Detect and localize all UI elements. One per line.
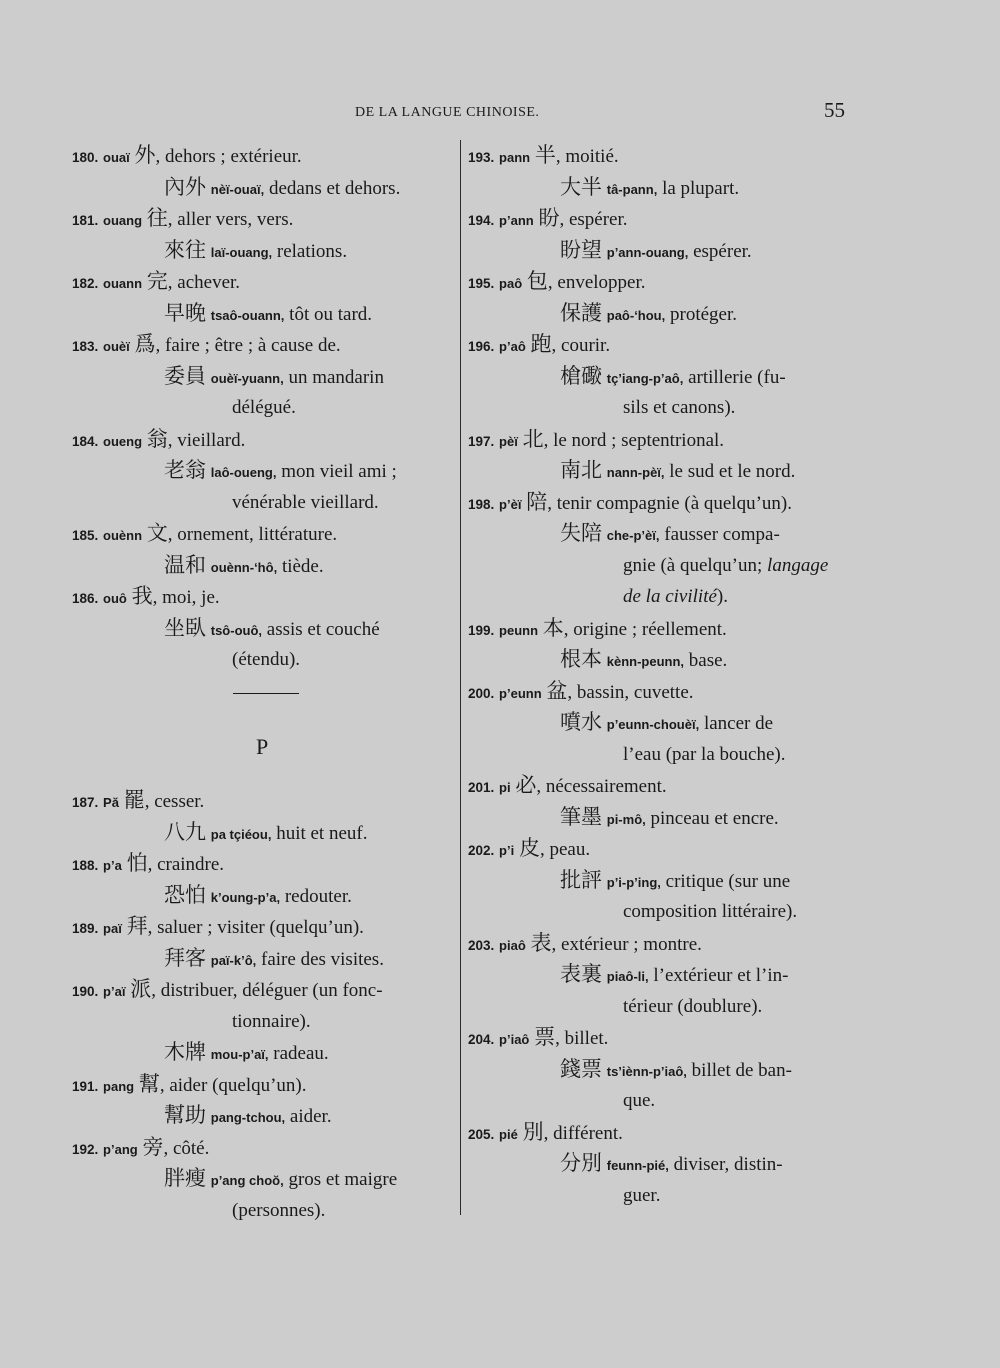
compound-entry <box>72 1037 452 1069</box>
romanization: ouènn-‘hô, <box>210 559 278 575</box>
definition-text: espérer. <box>688 240 752 262</box>
entry-number: 186. <box>72 591 99 606</box>
romanization: p’i-p’ing, <box>606 874 661 890</box>
chinese-compound: 分別 <box>560 1151 602 1175</box>
romanization: p’aï <box>103 984 126 999</box>
chinese-compound: 拜客 <box>164 945 206 970</box>
romanization: ouèï-yuann, <box>210 370 284 386</box>
chinese-compound: 來往 <box>164 237 206 262</box>
romanization: ouènn <box>103 528 143 543</box>
definition-text: , courir. <box>551 335 611 356</box>
definition-text: , saluer ; visiter (quelqu’un). <box>147 917 364 938</box>
romanization: peunn <box>499 622 539 638</box>
romanization: p’i <box>499 843 515 858</box>
romanization: pang-tchou, <box>210 1110 286 1125</box>
entry-number: 191. <box>72 1078 99 1094</box>
dictionary-entry <box>72 140 452 172</box>
entry-number: 183. <box>72 339 99 354</box>
dictionary-entry <box>468 1117 848 1149</box>
chinese-compound: 幫助 <box>164 1103 206 1127</box>
definition-text: dedans et dehors. <box>264 177 401 199</box>
chinese-character: 包 <box>526 269 548 293</box>
compound-entry <box>468 1148 848 1180</box>
definition-text: base. <box>684 650 728 671</box>
definition-text: sils et canons). <box>623 397 736 418</box>
romanization: p’ang choŏ, <box>210 1173 284 1188</box>
definition-text: critique (sur une <box>660 870 791 892</box>
dictionary-entry <box>468 676 848 708</box>
section-rule <box>233 693 299 694</box>
romanization: p’ang <box>103 1141 138 1157</box>
definition-text: l’eau (par la bouche). <box>623 743 786 765</box>
chinese-compound: 噴水 <box>560 710 602 734</box>
romanization: nèï-ouaï, <box>210 181 265 197</box>
compound-entry <box>468 518 848 550</box>
dictionary-entry <box>468 1022 848 1054</box>
definition-text: , espérer. <box>559 209 628 230</box>
entry-number: 182. <box>72 276 99 291</box>
compound-entry <box>468 644 848 676</box>
left-column-bottom <box>72 785 452 1226</box>
compound-entry <box>72 943 452 975</box>
definition-text: , origine ; réellement. <box>563 618 727 640</box>
compound-entry <box>468 455 848 487</box>
dictionary-entry <box>72 518 452 550</box>
romanization: tsaô-ouann, <box>210 307 285 323</box>
entry-number: 187. <box>72 795 99 810</box>
definition-text: lancer de <box>699 713 774 734</box>
romanization: nann-pèï, <box>606 465 665 480</box>
continuation-line <box>468 1180 848 1212</box>
chinese-character: 幫 <box>138 1071 160 1096</box>
dictionary-entry <box>72 203 452 235</box>
dictionary-entry <box>468 329 848 361</box>
romanization: pi-mô, <box>606 811 646 827</box>
dictionary-entry <box>72 785 452 817</box>
definition-text: faire des visites. <box>256 948 384 970</box>
definition-text: , dehors ; extérieur. <box>155 146 302 167</box>
romanization: p’a <box>103 858 122 873</box>
chinese-compound: 委員 <box>164 363 206 388</box>
chinese-character: 外 <box>134 143 156 167</box>
entry-number: 196. <box>468 339 495 354</box>
romanization: p’èï <box>499 496 522 512</box>
definition-text: , peau. <box>539 839 591 860</box>
dictionary-entry <box>72 329 452 361</box>
entry-number: 205. <box>468 1126 495 1142</box>
entry-number: 195. <box>468 276 495 291</box>
definition-tail: ). <box>716 586 728 607</box>
entry-number: 190. <box>72 984 99 999</box>
continuation-line <box>72 487 452 519</box>
chinese-compound: 表裏 <box>560 962 602 986</box>
compound-entry <box>72 817 452 849</box>
romanization: piaô <box>499 937 526 953</box>
definition-text: , nécessairement. <box>536 776 667 797</box>
romanization: ouann <box>103 276 143 291</box>
definition-text: pinceau et encre. <box>645 807 779 829</box>
definition-text: , différent. <box>543 1122 623 1144</box>
definition-text: , moi, je. <box>152 587 220 608</box>
romanization: tâ-pann, <box>606 181 658 197</box>
definition-text: térieur (doublure). <box>623 995 763 1017</box>
definition-text: , bassin, cuvette. <box>567 681 694 703</box>
chinese-compound: 根本 <box>560 647 602 671</box>
romanization: laô-oueng, <box>210 465 277 480</box>
entry-number: 180. <box>72 150 99 165</box>
chinese-compound: 失陪 <box>560 521 602 545</box>
chinese-compound: 批評 <box>560 867 602 892</box>
compound-entry <box>72 298 452 330</box>
continuation-line <box>468 991 848 1023</box>
chinese-character: 皮 <box>518 836 540 860</box>
chinese-compound: 大半 <box>560 174 602 199</box>
dictionary-entry <box>468 928 848 960</box>
chinese-compound: 胖瘦 <box>164 1166 206 1190</box>
definition-text: , le nord ; septentrional. <box>543 429 725 451</box>
definition-text: diviser, distin- <box>668 1154 783 1175</box>
chinese-compound: 八九 <box>164 819 206 844</box>
dictionary-entry <box>468 424 848 456</box>
chinese-character: 北 <box>522 426 544 451</box>
compound-entry <box>468 707 848 739</box>
entry-number: 188. <box>72 858 99 873</box>
definition-text: guer. <box>623 1184 661 1206</box>
entry-number: 200. <box>468 685 495 701</box>
chinese-character: 派 <box>130 977 152 1001</box>
definition-text: gros et maigre <box>283 1169 398 1190</box>
compound-entry <box>468 172 848 204</box>
italic-text: de la civilité <box>623 586 717 607</box>
chinese-character: 陪 <box>526 489 548 514</box>
definition-text: tiède. <box>277 555 324 577</box>
dictionary-entry <box>72 1132 452 1164</box>
compound-entry <box>72 550 452 582</box>
chinese-character: 半 <box>534 143 556 167</box>
compound-entry <box>72 1100 452 1132</box>
romanization: pi <box>499 780 511 795</box>
italic-text: langage <box>767 554 829 576</box>
definition-text: , craindre. <box>147 854 225 875</box>
compound-entry <box>72 172 452 204</box>
continuation-line <box>468 896 848 928</box>
page-number: 55 <box>824 98 845 122</box>
romanization: tsô-ouô, <box>210 622 263 638</box>
continuation-line <box>468 392 848 424</box>
chinese-character: 往 <box>146 206 168 230</box>
romanization: kènn-peunn, <box>606 654 685 669</box>
romanization: p’eunn <box>499 685 542 701</box>
definition-text: , extérieur ; montre. <box>551 933 702 955</box>
dictionary-entry <box>468 613 848 645</box>
definition-text: le sud et le nord. <box>664 461 796 482</box>
definition-text: , cesser. <box>144 791 205 812</box>
chinese-character: 必 <box>515 773 537 797</box>
continuation-line <box>72 1006 452 1038</box>
definition-text: délégué. <box>232 397 296 418</box>
chinese-character: 爲 <box>134 332 156 356</box>
chinese-character: 罷 <box>123 788 145 812</box>
right-column <box>468 140 848 1211</box>
dictionary-entry <box>72 974 452 1006</box>
page-header <box>0 98 1000 125</box>
romanization: che-p’èï, <box>606 528 660 543</box>
definition-text: aider. <box>285 1106 332 1127</box>
entry-number: 199. <box>468 622 495 638</box>
definition-text: , billet. <box>555 1028 609 1049</box>
chinese-character: 翁 <box>146 426 168 451</box>
definition-text: (personnes). <box>232 1199 326 1221</box>
romanization: pèï <box>499 433 518 449</box>
entry-number: 184. <box>72 433 99 449</box>
dictionary-entry <box>468 487 848 519</box>
compound-entry <box>468 865 848 897</box>
definition-text: un mandarin <box>283 366 384 388</box>
romanization: ouèï <box>103 339 130 354</box>
continuation-line <box>72 644 452 676</box>
chinese-character: 我 <box>131 584 153 608</box>
definition-text: , ornement, littérature. <box>167 524 338 545</box>
definition-text: fausser compa- <box>659 524 780 545</box>
definition-text: protéger. <box>665 303 738 325</box>
column-divider <box>460 140 461 1215</box>
compound-entry <box>468 1054 848 1086</box>
romanization: k’oung-p’a, <box>210 889 281 905</box>
definition-text: mon vieil ami ; <box>276 461 397 482</box>
compound-entry <box>72 361 452 393</box>
romanization: paï-k’ô, <box>210 952 257 968</box>
entry-number: 189. <box>72 921 99 936</box>
romanization: p’aô <box>499 339 526 354</box>
romanization: Pă <box>103 795 119 810</box>
definition-text: , aller vers, vers. <box>167 209 294 230</box>
continuation-line <box>468 550 848 582</box>
romanization: tç’iang-p’aô, <box>606 370 684 386</box>
definition-text: que. <box>623 1090 656 1111</box>
continuation-line <box>72 392 452 424</box>
chinese-character: 怕 <box>126 851 148 875</box>
compound-entry <box>72 613 452 645</box>
definition-text: tionnaire). <box>232 1010 311 1032</box>
entry-number: 181. <box>72 213 99 228</box>
chinese-character: 別 <box>522 1119 544 1144</box>
entry-number: 193. <box>468 150 495 165</box>
chinese-compound: 盼望 <box>560 237 602 262</box>
definition-text: , tenir compagnie (à quelqu’un). <box>547 492 792 514</box>
chinese-character: 文 <box>146 521 168 545</box>
chinese-compound: 南北 <box>560 458 602 482</box>
romanization: pa tçiéou, <box>210 826 272 842</box>
romanization: ouaï <box>103 150 130 165</box>
definition-text: gnie (à quelqu’un; <box>623 554 768 576</box>
romanization: p’ann-ouang, <box>606 244 689 260</box>
chinese-character: 票 <box>534 1025 556 1049</box>
dictionary-entry <box>72 266 452 298</box>
definition-text: , achever. <box>167 272 241 293</box>
left-column-top <box>72 140 452 676</box>
dictionary-entry <box>72 581 452 613</box>
chinese-character: 盼 <box>538 206 560 230</box>
entry-number: 194. <box>468 213 495 228</box>
romanization: p’eunn-chouèï, <box>606 717 700 732</box>
chinese-character: 完 <box>146 269 168 293</box>
chinese-compound: 老翁 <box>164 458 206 482</box>
romanization: p’ann <box>499 213 534 228</box>
romanization: ouang <box>103 213 143 228</box>
dictionary-entry <box>72 911 452 943</box>
chinese-character: 表 <box>530 930 552 955</box>
chinese-character: 跑 <box>530 332 552 356</box>
definition-text: , envelopper. <box>547 272 646 293</box>
continuation-line <box>468 581 848 613</box>
chinese-character: 本 <box>542 615 564 640</box>
definition-text: relations. <box>272 240 348 262</box>
chinese-compound: 坐臥 <box>164 615 206 640</box>
entry-number: 198. <box>468 496 495 512</box>
dictionary-entry <box>468 770 848 802</box>
romanization: laï-ouang, <box>210 244 273 260</box>
chinese-compound: 筆墨 <box>560 804 602 829</box>
dictionary-entry <box>72 848 452 880</box>
compound-entry <box>468 959 848 991</box>
continuation-line <box>468 1085 848 1117</box>
dictionary-entry <box>72 424 452 456</box>
romanization: pié <box>499 1126 518 1142</box>
dictionary-entry <box>468 833 848 865</box>
definition-text: , distribuer, déléguer (un fonc- <box>151 980 383 1001</box>
romanization: paô-‘hou, <box>606 307 666 323</box>
romanization: mou-p’aï, <box>210 1047 269 1062</box>
entry-number: 203. <box>468 937 495 953</box>
definition-text: redouter. <box>280 885 352 907</box>
definition-text: vénérable vieillard. <box>232 491 379 513</box>
entry-number: 185. <box>72 528 99 543</box>
dictionary-entry <box>468 203 848 235</box>
definition-text: , vieillard. <box>167 429 246 451</box>
entry-number: 204. <box>468 1032 495 1047</box>
section-letter: P <box>256 734 269 759</box>
compound-entry <box>72 1163 452 1195</box>
chinese-compound: 木牌 <box>164 1040 206 1064</box>
compound-entry <box>468 361 848 393</box>
chinese-compound: 保護 <box>560 300 602 325</box>
chinese-compound: 槍礮 <box>560 363 602 388</box>
entry-number: 197. <box>468 433 495 449</box>
definition-text: , faire ; être ; à cause de. <box>155 335 341 356</box>
compound-entry <box>72 235 452 267</box>
romanization: ouô <box>103 591 127 606</box>
chinese-character: 盆 <box>546 678 568 703</box>
entry-number: 202. <box>468 843 495 858</box>
definition-text: tôt ou tard. <box>284 303 373 325</box>
dictionary-entry <box>72 1069 452 1101</box>
compound-entry <box>468 802 848 834</box>
romanization: feunn-pié, <box>606 1158 669 1173</box>
chinese-character: 拜 <box>126 914 148 938</box>
definition-text: artillerie (fu- <box>683 366 786 388</box>
compound-entry <box>468 298 848 330</box>
romanization: pang <box>103 1078 135 1094</box>
romanization: pann <box>499 150 531 165</box>
chinese-character: 旁 <box>142 1134 164 1159</box>
romanization: paï <box>103 921 122 936</box>
definition-text: l’extérieur et l’in- <box>648 965 789 986</box>
chinese-compound: 早晚 <box>164 300 206 325</box>
romanization: piaô-li, <box>606 969 649 984</box>
romanization: ts’iènn-p’iaô, <box>606 1063 687 1079</box>
chinese-compound: 錢票 <box>560 1056 602 1081</box>
definition-text: , moitié. <box>555 146 619 167</box>
continuation-line <box>72 1195 452 1227</box>
continuation-line <box>468 739 848 771</box>
dictionary-entry <box>468 266 848 298</box>
romanization: oueng <box>103 433 143 449</box>
romanization: p’iaô <box>499 1032 530 1047</box>
compound-entry <box>72 455 452 487</box>
definition-text: radeau. <box>268 1043 329 1064</box>
definition-text: , côté. <box>163 1137 210 1159</box>
romanization: paô <box>499 276 523 291</box>
compound-entry <box>468 235 848 267</box>
compound-entry <box>72 880 452 912</box>
definition-text: , aider (quelqu’un). <box>159 1074 307 1096</box>
chinese-compound: 温和 <box>164 552 206 577</box>
definition-text: la plupart. <box>657 177 740 199</box>
entry-number: 201. <box>468 780 495 795</box>
chinese-compound: 恐怕 <box>164 882 206 907</box>
running-title: DE LA LANGUE CHINOISE. <box>355 105 540 120</box>
definition-text: composition littéraire). <box>623 901 798 922</box>
dictionary-entry <box>468 140 848 172</box>
definition-text: assis et couché <box>262 618 380 640</box>
definition-text: billet de ban- <box>686 1059 792 1081</box>
chinese-compound: 內外 <box>164 174 206 199</box>
definition-text: huit et neuf. <box>271 822 368 844</box>
entry-number: 192. <box>72 1141 99 1157</box>
definition-text: (étendu). <box>232 649 301 670</box>
